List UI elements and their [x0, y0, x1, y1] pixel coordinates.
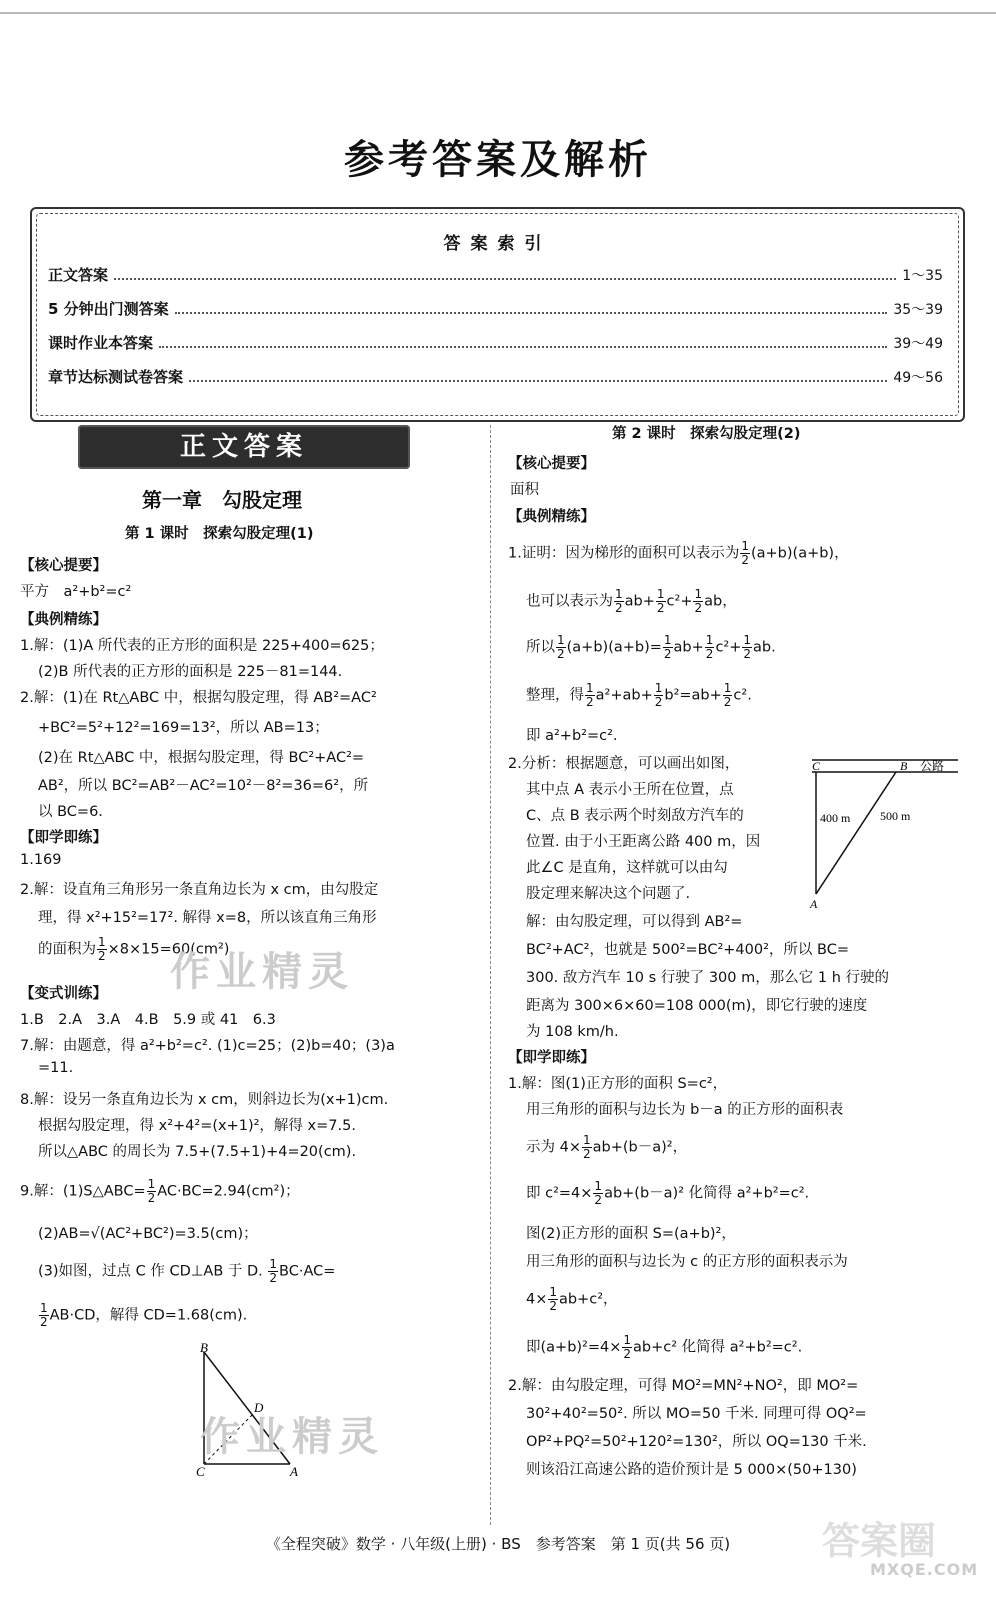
top-rule [0, 12, 996, 14]
text-segment: 示为 4× [526, 1139, 581, 1156]
text-line [526, 1180, 809, 1207]
text-line [526, 1334, 802, 1361]
index-row[interactable] [48, 261, 943, 285]
fraction: $\frac{1}{2}$ [594, 1179, 603, 1207]
text-line: 即 a²+b²=c². [526, 728, 618, 744]
text-line: 2.分析：根据题意，可以画出如图， [508, 756, 740, 772]
fraction: $\frac{1}{2}$ [586, 681, 594, 709]
text-line: 股定理来解决这个问题了. [526, 886, 691, 902]
text-line: 8.解：设另一条直角边长为 x cm，则斜边长为(x+1)cm. [20, 1092, 389, 1108]
fraction: $\frac{1}{2}$ [623, 1333, 632, 1361]
text-line: 以 BC=6. [38, 804, 103, 820]
lesson-heading: 第 1 课时 探索勾股定理(1) [125, 526, 314, 542]
text-line: 平方 a²+b²=c² [20, 584, 132, 600]
fig-label-d: D [254, 1400, 264, 1415]
text-line: 2.解：设直角三角形另一条直角边长为 x cm，由勾股定 [20, 882, 379, 898]
text-segment: c²+ [666, 593, 693, 610]
text-segment: 所以 [526, 639, 555, 656]
text-line: 2.解：由勾股定理，可得 MO²=MN²+NO²，即 MO²= [508, 1378, 859, 1394]
text-line: 1.B 2.A 3.A 4.B 5.9 或 41 6.3 [20, 1012, 276, 1028]
watermark: 作业精灵 [170, 949, 354, 995]
index-row[interactable] [48, 363, 943, 387]
index-title: 答案索引 [443, 234, 552, 254]
text-line: 图(2)正方形的面积 S=(a+b)²， [526, 1226, 736, 1242]
text-segment: c². [733, 687, 752, 704]
section-tag: 【核心提要】 [508, 456, 595, 472]
fraction: $\frac{1}{2}$ [723, 681, 732, 709]
text-line: 7.解：由题意，得 a²+b²=c². (1)c=25；(2)b=40；(3)a [20, 1038, 395, 1054]
fraction: $\frac{1}{2}$ [741, 539, 749, 567]
text-line [20, 1178, 300, 1205]
index-row-label: 课时作业本答案 [48, 334, 154, 352]
text-segment: AC·BC=2.94(cm²)； [157, 1183, 300, 1200]
fraction: $\frac{1}{2}$ [557, 633, 565, 661]
section-tag: 【核心提要】 [20, 558, 107, 574]
fraction: $\frac{1}{2}$ [694, 587, 703, 615]
fraction: $\frac{1}{2}$ [269, 1257, 278, 1285]
index-row-range: 35～39 [893, 302, 943, 318]
text-line: BC²+AC²，也就是 500²=BC²+400²，所以 BC= [526, 942, 849, 958]
text-segment: 1.证明：因为梯形的面积可以表示为 [508, 545, 740, 562]
text-line: OP²+PQ²=50²+120²=130²，所以 OQ=130 千米. [526, 1434, 867, 1450]
text-segment: ab+c² 化简得 a²+b²=c². [633, 1339, 803, 1356]
text-line [38, 1302, 247, 1329]
text-line: (2)AB=√(AC²+BC²)=3.5(cm)； [38, 1226, 258, 1242]
section-tag: 【典例精练】 [20, 612, 107, 628]
fig-label-c: C [812, 759, 821, 773]
fraction: $\frac{1}{2}$ [40, 1301, 48, 1329]
text-segment: ab+(b－a)² 化简得 a²+b²=c². [604, 1185, 810, 1202]
chapter-heading: 第一章 勾股定理 [142, 488, 302, 512]
watermark: 作业精灵 [200, 1414, 384, 1460]
fraction: $\frac{1}{2}$ [549, 1285, 558, 1313]
page-title: 参考答案及解析 [344, 136, 652, 183]
text-segment: ab+(b－a)²， [592, 1139, 688, 1156]
text-line [526, 682, 752, 709]
fraction: $\frac{1}{2}$ [615, 587, 623, 615]
text-line: +BC²=5²+12²=169=13²，所以 AB=13； [38, 720, 329, 736]
fig-label-c: C [196, 1464, 205, 1479]
text-segment: ab+ [673, 639, 704, 656]
fig-label-a: A [810, 897, 818, 911]
index-row-range: 49～56 [893, 370, 943, 386]
text-segment: ab+c²， [559, 1291, 618, 1308]
text-segment: 9.解：(1)S△ABC= [20, 1183, 146, 1200]
fig-label-b: B [900, 759, 908, 773]
fraction: $\frac{1}{2}$ [743, 633, 752, 661]
index-row-range: 39～49 [893, 336, 943, 352]
index-row-label: 章节达标测试卷答案 [48, 368, 184, 386]
text-line: 根据勾股定理，得 x²+4²=(x+1)²，解得 x=7.5. [38, 1118, 356, 1134]
text-line: AB²，所以 BC²=AB²－AC²=10²－8²=36=6²，所 [38, 778, 369, 794]
fraction: $\frac{1}{2}$ [582, 1133, 591, 1161]
fraction: $\frac{1}{2}$ [663, 633, 672, 661]
text-line: 1.解：图(1)正方形的面积 S=c²， [508, 1076, 728, 1092]
text-segment: 即(a+b)²=4× [526, 1339, 622, 1356]
text-line: 此∠C 是直角，这样就可以由勾 [526, 860, 728, 876]
text-line [526, 634, 776, 661]
fraction: $\frac{1}{2}$ [656, 587, 665, 615]
text-segment: 的面积为 [38, 941, 96, 958]
lesson-heading: 第 2 课时 探索勾股定理(2) [612, 426, 801, 442]
text-segment: ab， [704, 593, 737, 610]
text-line: 300. 敌方汽车 10 s 行驶了 300 m，那么它 1 h 行驶的 [526, 970, 889, 986]
text-line: 2.解：(1)在 Rt△ABC 中，根据勾股定理，得 AB²=AC² [20, 690, 377, 706]
text-segment: (a+b)(a+b)= [566, 639, 662, 656]
text-segment: 也可以表示为 [526, 593, 613, 610]
text-line [526, 588, 737, 615]
text-line: 位置. 由于小王距离公路 400 m，因 [526, 834, 761, 850]
fig-label-ab: 500 m [880, 809, 911, 823]
road-figure [808, 752, 968, 912]
text-line: (2)B 所代表的正方形的面积是 225－81=144. [38, 664, 343, 680]
section-banner: 正文答案 [78, 425, 410, 469]
text-line: 解：由勾股定理，可以得到 AB²= [526, 914, 743, 930]
text-line: 所以△ABC 的周长为 7.5+(7.5+1)+4=20(cm). [38, 1144, 357, 1160]
text-segment: c²+ [715, 639, 742, 656]
text-line [508, 540, 849, 567]
fraction: $\frac{1}{2}$ [147, 1177, 156, 1205]
corner-url: MXQE.COM [870, 1560, 979, 1579]
section-tag: 【典例精练】 [508, 509, 595, 525]
text-line: 30²+40²=50². 所以 MO=50 千米. 同理可得 OQ²= [526, 1406, 867, 1422]
text-line: =11. [38, 1060, 74, 1076]
text-line: 为 108 km/h. [526, 1024, 619, 1040]
index-row-label: 5 分钟出门测答案 [48, 300, 169, 318]
text-line [526, 1286, 618, 1313]
text-segment: ab+ [624, 593, 655, 610]
text-segment: ab. [753, 639, 776, 656]
text-segment: BC·AC= [279, 1263, 336, 1280]
section-tag: 【即学即练】 [508, 1050, 595, 1066]
page-footer: 《全程突破》数学 · 八年级(上册) · BS 参考答案 第 1 页(共 56 页) [265, 1535, 731, 1553]
index-row[interactable] [48, 329, 943, 353]
index-row[interactable] [48, 295, 943, 319]
column-divider [490, 425, 491, 1525]
text-line [38, 1258, 335, 1285]
text-line: 1.解：(1)A 所代表的正方形的面积是 225+400=625； [20, 638, 384, 654]
text-segment: AB·CD，解得 CD=1.68(cm). [49, 1307, 248, 1324]
corner-logo: 答案圈 [822, 1519, 937, 1563]
fraction: $\frac{1}{2}$ [654, 681, 663, 709]
text-segment: b²=ab+ [664, 687, 722, 704]
text-line: (2)在 Rt△ABC 中，根据勾股定理，得 BC²+AC²= [38, 750, 365, 766]
fig-label-road: 公路 [920, 759, 945, 773]
text-line [526, 1134, 687, 1161]
text-line: 则该沿江高速公路的造价预计是 5 000×(50+130) [526, 1462, 857, 1478]
index-row-range: 1～35 [902, 268, 943, 284]
section-tag: 【即学即练】 [20, 830, 107, 846]
text-segment: ×8×15=60(cm²). [107, 941, 235, 958]
index-row-label: 正文答案 [48, 266, 109, 284]
text-segment: (3)如图，过点 C 作 CD⊥AB 于 D. [38, 1263, 263, 1280]
text-line: C、点 B 表示两个时刻敌方汽车的 [526, 808, 744, 824]
text-segment: 4× [526, 1291, 548, 1308]
text-segment: (a+b)(a+b)， [750, 545, 849, 562]
text-line: 1.169 [20, 852, 62, 868]
section-tag: 【变式训练】 [20, 986, 107, 1002]
text-line: 距离为 300×6×60=108 000(m)，即它行驶的速度 [526, 998, 868, 1014]
text-line: 面积 [510, 482, 539, 498]
fraction: $\frac{1}{2}$ [705, 633, 714, 661]
text-line: 用三角形的面积与边长为 b－a 的正方形的面积表 [526, 1102, 844, 1118]
fig-label-ac: 400 m [820, 811, 851, 825]
fig-label-b: B [200, 1340, 208, 1355]
fig-label-a: A [290, 1464, 298, 1479]
text-segment: 整理，得 [526, 687, 584, 704]
text-line: 用三角形的面积与边长为 c 的正方形的面积表示为 [526, 1254, 848, 1270]
text-segment: a²+ab+ [595, 687, 653, 704]
text-line: 其中点 A 表示小王所在位置，点 [526, 782, 734, 798]
fraction: $\frac{1}{2}$ [98, 935, 106, 963]
text-line: 理，得 x²+15²=17². 解得 x=8，所以该直角三角形 [38, 910, 377, 926]
answer-index-box [30, 207, 965, 422]
text-segment: 即 c²=4× [526, 1185, 593, 1202]
